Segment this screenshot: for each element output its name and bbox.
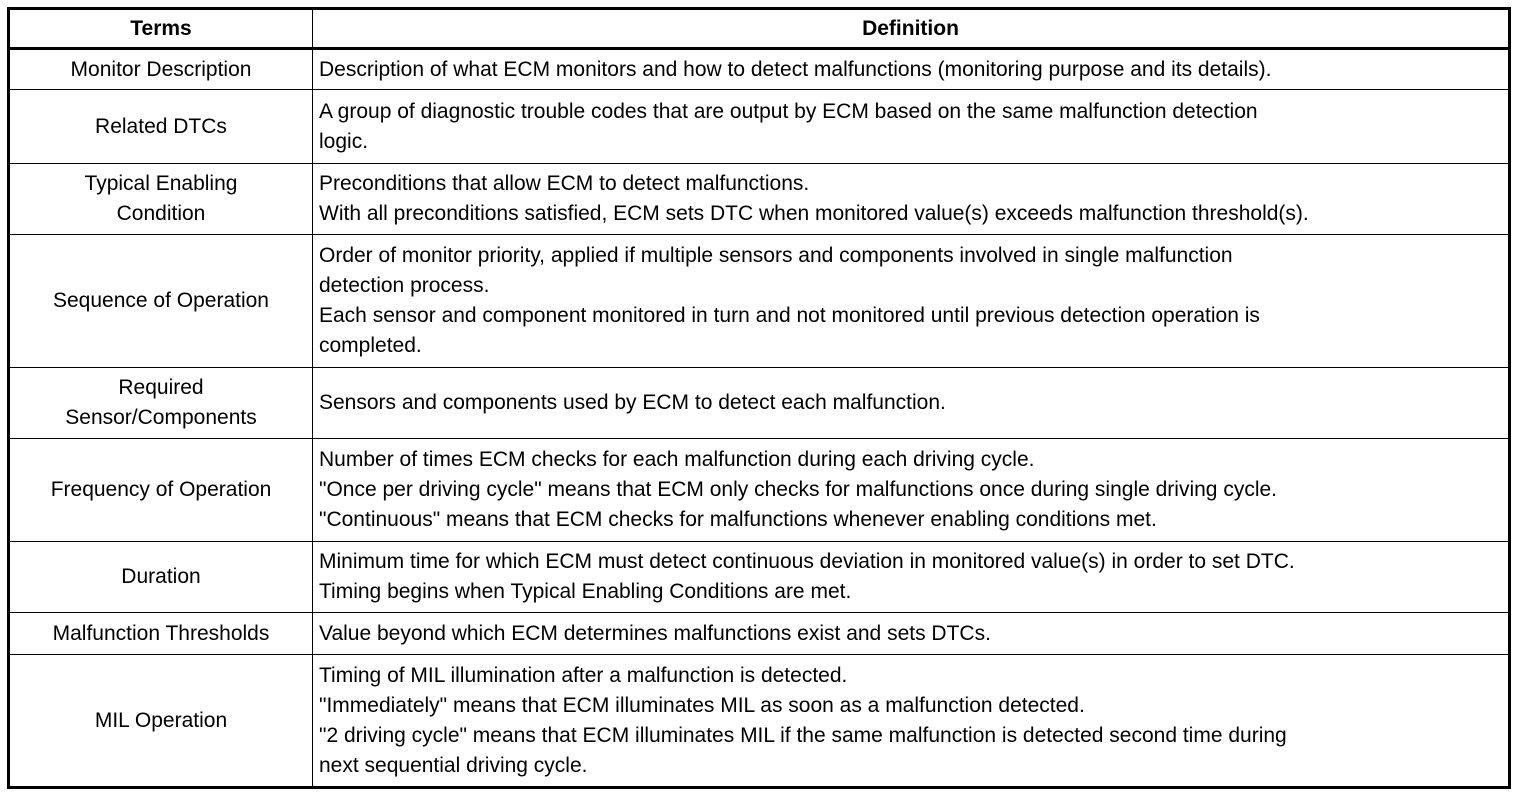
table-row bbox=[9, 49, 1510, 90]
term-text: Duration bbox=[121, 565, 201, 588]
definition-cell bbox=[313, 542, 1510, 613]
definition-text: "Once per driving cycle" means that ECM only checks for malfunctions once during single driving cycle. bbox=[319, 478, 1278, 501]
term-text: Condition bbox=[116, 202, 206, 225]
definition-text: Number of times ECM checks for each malfunction during each driving cycle. bbox=[319, 448, 1035, 471]
definition-text: Order of monitor priority, applied if multiple sensors and components involved in single malfunction bbox=[319, 244, 1233, 267]
definition-cell bbox=[313, 164, 1510, 235]
definition-cell bbox=[313, 368, 1510, 439]
definition-cell bbox=[313, 439, 1510, 542]
definition-text: "2 driving cycle" means that ECM illuminates MIL if the same malfunction is detected second time during bbox=[319, 723, 1287, 747]
term-text: Related DTCs bbox=[95, 114, 227, 138]
table-row bbox=[9, 164, 1510, 235]
term-cell bbox=[9, 368, 313, 439]
term-text: Monitor Description bbox=[70, 57, 252, 81]
term-cell bbox=[9, 655, 313, 788]
term-cell bbox=[9, 439, 313, 542]
definition-text: With all preconditions satisfied, ECM sets DTC when monitored value(s) exceeds malfunction threshold(s). bbox=[319, 202, 1309, 225]
term-text: Frequency of Operation bbox=[50, 478, 272, 501]
term-cell bbox=[9, 235, 313, 368]
column-header-definition: Definition bbox=[313, 9, 1510, 49]
term-text: Typical Enabling bbox=[84, 172, 238, 195]
column-header-terms: Terms bbox=[9, 9, 313, 49]
definition-text: Each sensor and component monitored in turn and not monitored until previous detection operation is bbox=[319, 304, 1260, 327]
term-cell bbox=[9, 90, 313, 164]
term-text: Malfunction Thresholds bbox=[52, 621, 270, 645]
definition-cell bbox=[313, 613, 1510, 655]
definition-text: logic. bbox=[319, 129, 369, 153]
term-text: MIL Operation bbox=[94, 708, 228, 732]
definition-text: "Continuous" means that ECM checks for malfunctions whenever enabling conditions met. bbox=[319, 508, 1157, 531]
term-text: Required bbox=[118, 376, 204, 399]
definition-text: Timing of MIL illumination after a malfunction is detected. bbox=[319, 663, 848, 687]
term-text: Sensor/Components bbox=[65, 406, 257, 429]
definition-cell bbox=[313, 90, 1510, 164]
term-cell bbox=[9, 542, 313, 613]
table-header-row bbox=[9, 9, 1510, 49]
definition-text: A group of diagnostic trouble codes that are output by ECM based on the same malfunction detection bbox=[319, 99, 1258, 123]
definition-text: completed. bbox=[319, 334, 422, 357]
table-row bbox=[9, 655, 1510, 788]
definition-cell bbox=[313, 49, 1510, 90]
definition-text: Minimum time for which ECM must detect continuous deviation in monitored value(s) in order to set DTC. bbox=[319, 550, 1295, 573]
definition-text: Preconditions that allow ECM to detect malfunctions. bbox=[319, 172, 810, 195]
term-cell bbox=[9, 49, 313, 90]
definition-text: Value beyond which ECM determines malfunctions exist and sets DTCs. bbox=[319, 621, 991, 645]
table-body bbox=[9, 49, 1510, 788]
definition-cell bbox=[313, 235, 1510, 368]
term-cell bbox=[9, 613, 313, 655]
table-row bbox=[9, 368, 1510, 439]
definition-text: next sequential driving cycle. bbox=[319, 753, 588, 777]
table-row bbox=[9, 90, 1510, 164]
term-cell bbox=[9, 164, 313, 235]
definition-text: Timing begins when Typical Enabling Conditions are met. bbox=[319, 580, 852, 603]
definition-text: Sensors and components used by ECM to detect each malfunction. bbox=[319, 391, 946, 414]
table-row bbox=[9, 439, 1510, 542]
table-row bbox=[9, 235, 1510, 368]
definition-text: Description of what ECM monitors and how to detect malfunctions (monitoring purpose and its details). bbox=[319, 57, 1272, 81]
table-row bbox=[9, 542, 1510, 613]
definition-text: "Immediately" means that ECM illuminates MIL as soon as a malfunction detected. bbox=[319, 693, 1085, 717]
definitions-table bbox=[7, 7, 1511, 789]
definition-cell bbox=[313, 655, 1510, 788]
term-text: Sequence of Operation bbox=[53, 289, 269, 312]
definition-text: detection process. bbox=[319, 274, 490, 297]
table-row bbox=[9, 613, 1510, 655]
